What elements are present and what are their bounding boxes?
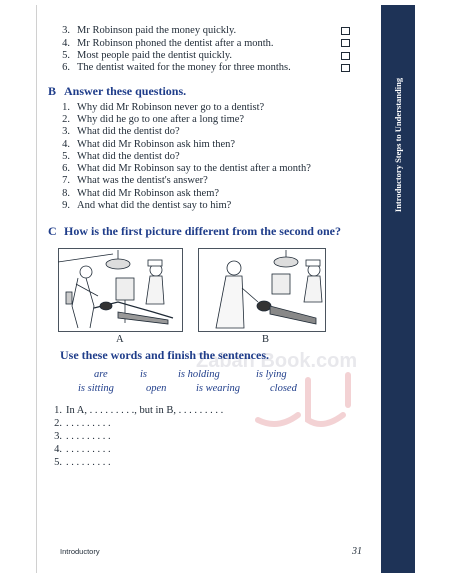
dentist-picture-a bbox=[58, 248, 183, 332]
word-bank-item: are bbox=[94, 369, 108, 380]
list-item: Most people paid the dentist quickly. bbox=[77, 50, 233, 61]
question-number: 2. bbox=[62, 114, 70, 125]
question-text: What did the dentist do? bbox=[77, 126, 180, 137]
list-item-number: 5. bbox=[62, 50, 70, 61]
answer-checkbox[interactable] bbox=[341, 52, 350, 60]
word-bank-item: open bbox=[146, 383, 167, 394]
question-text: What was the dentist's answer? bbox=[77, 175, 208, 186]
picture-b-label: B bbox=[262, 334, 270, 345]
word-bank-item: is sitting bbox=[78, 383, 114, 394]
sentence-number: 4. bbox=[54, 444, 62, 455]
sentence-blank[interactable]: In A, . . . . . . . . ., but in B, . . . . . . . . . bbox=[66, 405, 224, 416]
question-number: 4. bbox=[62, 139, 70, 150]
question-number: 8. bbox=[62, 188, 70, 199]
word-bank-item: is holding bbox=[178, 369, 220, 380]
question-text: What did Mr Robinson ask them? bbox=[77, 188, 220, 199]
watermark: Zaban Book.com bbox=[196, 350, 358, 372]
use-words-title: Use these words and finish the sentences. bbox=[60, 348, 270, 362]
side-tab bbox=[381, 5, 415, 573]
answer-checkbox[interactable] bbox=[341, 39, 350, 47]
question-number: 6. bbox=[62, 163, 70, 174]
word-bank-item: closed bbox=[270, 383, 297, 394]
question-text: What did Mr Robinson ask him then? bbox=[77, 139, 236, 150]
question-number: 3. bbox=[62, 126, 70, 137]
sentence-blank[interactable]: . . . . . . . . . bbox=[66, 418, 111, 429]
dentist-picture-b bbox=[198, 248, 326, 332]
list-item-number: 6. bbox=[62, 62, 70, 73]
word-bank-item: is wearing bbox=[196, 383, 241, 394]
list-item-number: 3. bbox=[62, 25, 70, 36]
sentence-number: 2. bbox=[54, 418, 62, 429]
side-tab-label: Introductory Steps to Understanding bbox=[393, 77, 403, 213]
answer-checkbox[interactable] bbox=[341, 64, 350, 72]
word-bank-item: is lying bbox=[256, 369, 287, 380]
answer-checkbox[interactable] bbox=[341, 27, 350, 35]
section-c-title: How is the first picture different from the second one? bbox=[64, 224, 341, 238]
sentence-number: 3. bbox=[54, 431, 62, 442]
question-number: 5. bbox=[62, 151, 70, 162]
sentence-number: 5. bbox=[54, 457, 62, 468]
footer-left: Introductory bbox=[60, 547, 100, 556]
question-text: And what did the dentist say to him? bbox=[77, 200, 232, 211]
section-b-title: Answer these questions. bbox=[64, 84, 187, 98]
question-number: 1. bbox=[62, 102, 70, 113]
question-text: Why did Mr Robinson never go to a dentist? bbox=[77, 102, 265, 113]
page-number: 31 bbox=[352, 546, 362, 557]
sentence-blank[interactable]: . . . . . . . . . bbox=[66, 457, 111, 468]
question-number: 7. bbox=[62, 175, 70, 186]
question-text: Why did he go to one after a long time? bbox=[77, 114, 245, 125]
section-c-letter: C bbox=[48, 224, 57, 238]
question-text: What did Mr Robinson say to the dentist after a month? bbox=[77, 163, 311, 174]
list-item: Mr Robinson paid the money quickly. bbox=[77, 25, 237, 36]
section-b-letter: B bbox=[48, 84, 57, 98]
sentence-blank[interactable]: . . . . . . . . . bbox=[66, 444, 111, 455]
sentence-blank[interactable]: . . . . . . . . . bbox=[66, 431, 111, 442]
list-item: The dentist waited for the money for three months. bbox=[77, 62, 291, 73]
sentence-number: 1. bbox=[54, 405, 62, 416]
picture-a-label: A bbox=[116, 334, 124, 345]
list-item-number: 4. bbox=[62, 38, 70, 49]
word-bank-item: is bbox=[140, 369, 148, 380]
list-item: Mr Robinson phoned the dentist after a month. bbox=[77, 38, 274, 49]
question-number: 9. bbox=[62, 200, 70, 211]
question-text: What did the dentist do? bbox=[77, 151, 180, 162]
